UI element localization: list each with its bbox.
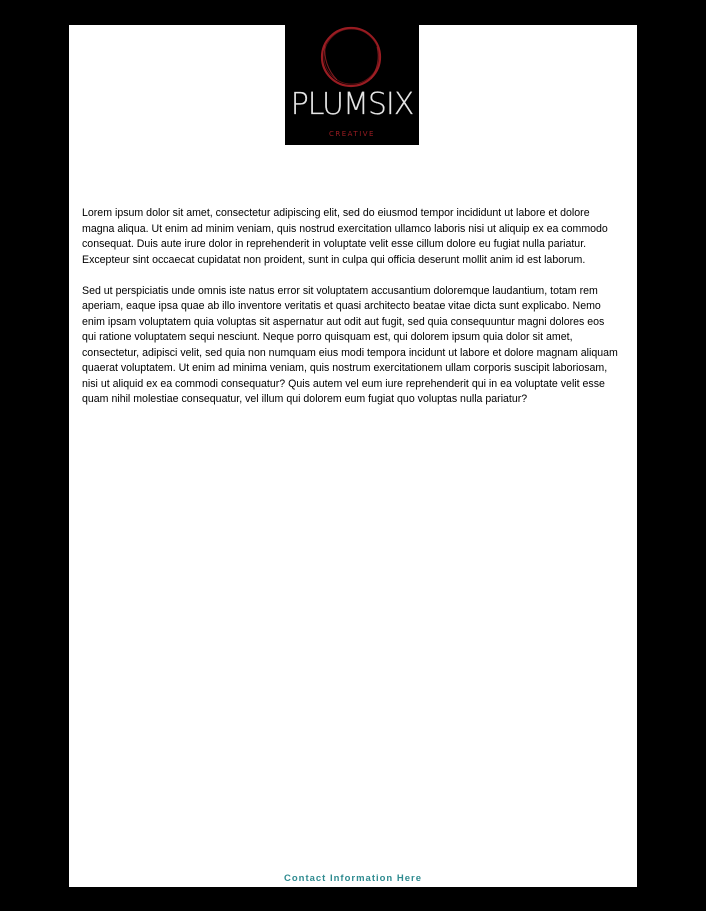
letterhead-page (69, 25, 637, 887)
logo-ring-icon (285, 25, 419, 95)
logo-wordmark: PLUMSIX (290, 87, 414, 122)
plumsix-logo (285, 25, 419, 145)
body-text (82, 206, 618, 423)
paragraph-1: Lorem ipsum dolor sit amet, consectetur adipiscing elit, sed do eiusmod tempor incididunt ut labore et dolore magna aliqua. Ut enim ad minim veniam, quis nostrud exercitation ullamco laboris nisi ut aliquip ex ea commodo consequat. Duis aute irure dolor in reprehenderit in voluptate velit esse cillum dolore eu fugiat nulla pariatur. Excepteur sint occaecat cupidatat non proident, sunt in culpa qui officia deserunt mollit anim id est laborum. (82, 207, 608, 266)
contact-information: Contact Information Here (283, 873, 422, 884)
paragraph-2: Sed ut perspiciatis unde omnis iste natus error sit voluptatem accusantium doloremque laudantium, totam rem aperiam, eaque ipsa quae ab illo inventore veritatis et quasi architecto beatae vitae dicta sunt explicabo. Nemo enim ipsam voluptatem quia voluptas sit aspernatur aut odit aut fugit, sed quia consequuntur magni dolores eos qui ratione voluptatem sequi nesciunt. Neque porro quisquam est, qui dolorem ipsum quia dolor sit amet, consectetur, adipisci velit, sed quia non numquam eius modi tempora incidunt ut labore et dolore magnam aliquam quaerat voluptatem. Ut enim ad minima veniam, quis nostrum exercitationem ullam corporis suscipit laboriosam, nisi ut aliquid ex ea commodi consequatur? Quis autem vel eum iure reprehenderit qui in ea voluptate velit esse quam nihil molestiae consequatur, vel illum qui dolorem eum fugiat quo voluptas nulla pariatur? (82, 284, 618, 405)
logo-tagline: CREATIVE (329, 130, 375, 138)
